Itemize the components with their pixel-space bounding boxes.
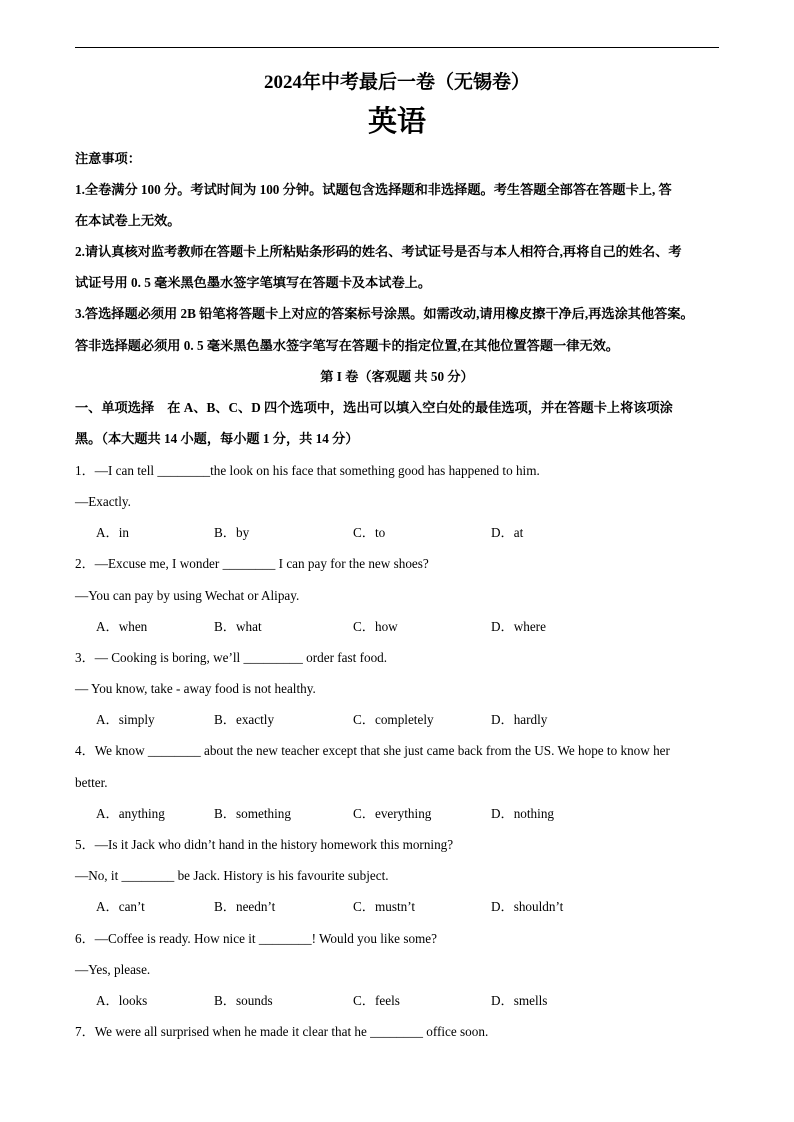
option-b: B．sounds [214,993,273,1008]
option-b: B．what [214,619,262,634]
notes-line: 在本试卷上无效。 [75,213,181,228]
option-d: D．hardly [491,712,548,727]
option-b: B．needn’t [214,899,276,914]
option-a: A．simply [96,712,155,727]
question-stem: 1．—I can tell ________the look on his face that something good has happened to him. [75,463,540,478]
option-d: D．smells [491,993,548,1008]
question-stem: —Exactly. [75,494,131,509]
question-stem: better. [75,775,108,790]
option-c: C．to [353,525,386,540]
notes-line: 1.全卷满分 100 分。考试时间为 100 分钟。试题包含选择题和非选择题。考生答题全部答在答题卡上, 答 [75,182,672,197]
exam-title: 2024年中考最后一卷（无锡卷） [263,72,530,93]
option-d: D．nothing [491,806,555,821]
section-instruction: 一、单项选择 在 A、B、C、D 四个选项中，选出可以填入空白处的最佳选项，并在答题卡上将该项涂 [75,400,673,415]
header-rule [75,47,719,48]
question-stem: 2．—Excuse me, I wonder ________ I can pay for the new shoes? [75,556,429,571]
subject-title: 英语 [367,106,426,138]
option-d: D．at [491,525,524,540]
option-a: A．looks [96,993,148,1008]
option-b: B．exactly [214,712,275,727]
notes-line: 试证号用 0. 5 毫米黑色墨水签字笔填写在答题卡及本试卷上。 [75,275,432,290]
notes-heading: 注意事项： [75,151,141,166]
option-a: A．when [96,619,148,634]
option-a: A．in [96,525,129,540]
section-instruction: 黑。（本大题共 14 小题，每小题 1 分，共 14 分） [75,431,359,446]
option-c: C．mustn’t [353,899,416,914]
question-stem: — You know, take - away food is not healthy. [75,681,316,696]
option-c: C．feels [353,993,400,1008]
question-stem: 5．—Is it Jack who didn’t hand in the history homework this morning? [75,837,454,852]
option-d: D．where [491,619,546,634]
option-d: D．shouldn’t [491,899,564,914]
question-stem: 6．—Coffee is ready. How nice it ________! Would you like some? [75,931,438,946]
notes-line: 2.请认真核对监考教师在答题卡上所粘贴条形码的姓名、考试证号是否与本人相符合,再将自己的姓名、考 [75,244,682,259]
question-stem: —You can pay by using Wechat or Alipay. [75,588,300,603]
option-a: A．can’t [96,899,145,914]
volume-title: 第 I 卷（客观题 共 50 分） [320,369,474,384]
option-c: C．how [353,619,398,634]
question-stem: —Yes, please. [75,962,151,977]
question-stem: —No, it ________ be Jack. History is his favourite subject. [75,868,389,883]
option-c: C．everything [353,806,432,821]
question-stem: 7．We were all surprised when he made it clear that he ________ office soon. [75,1024,489,1039]
notes-line: 3.答选择题必须用 2B 铅笔将答题卡上对应的答案标号涂黑。如需改动,请用橡皮擦干净后,再选涂其他答案。 [75,306,694,321]
question-stem: 4．We know ________ about the new teacher except that she just came back from the US. We hope to know her [75,743,670,758]
option-a: A．anything [96,806,165,821]
option-b: B．something [214,806,291,821]
option-c: C．completely [353,712,434,727]
question-stem: 3．— Cooking is boring, we’ll _________ order fast food. [75,650,388,665]
notes-line: 答非选择题必须用 0. 5 毫米黑色墨水签字笔写在答题卡的指定位置,在其他位置答题一律无效。 [75,338,619,353]
option-b: B．by [214,525,250,540]
